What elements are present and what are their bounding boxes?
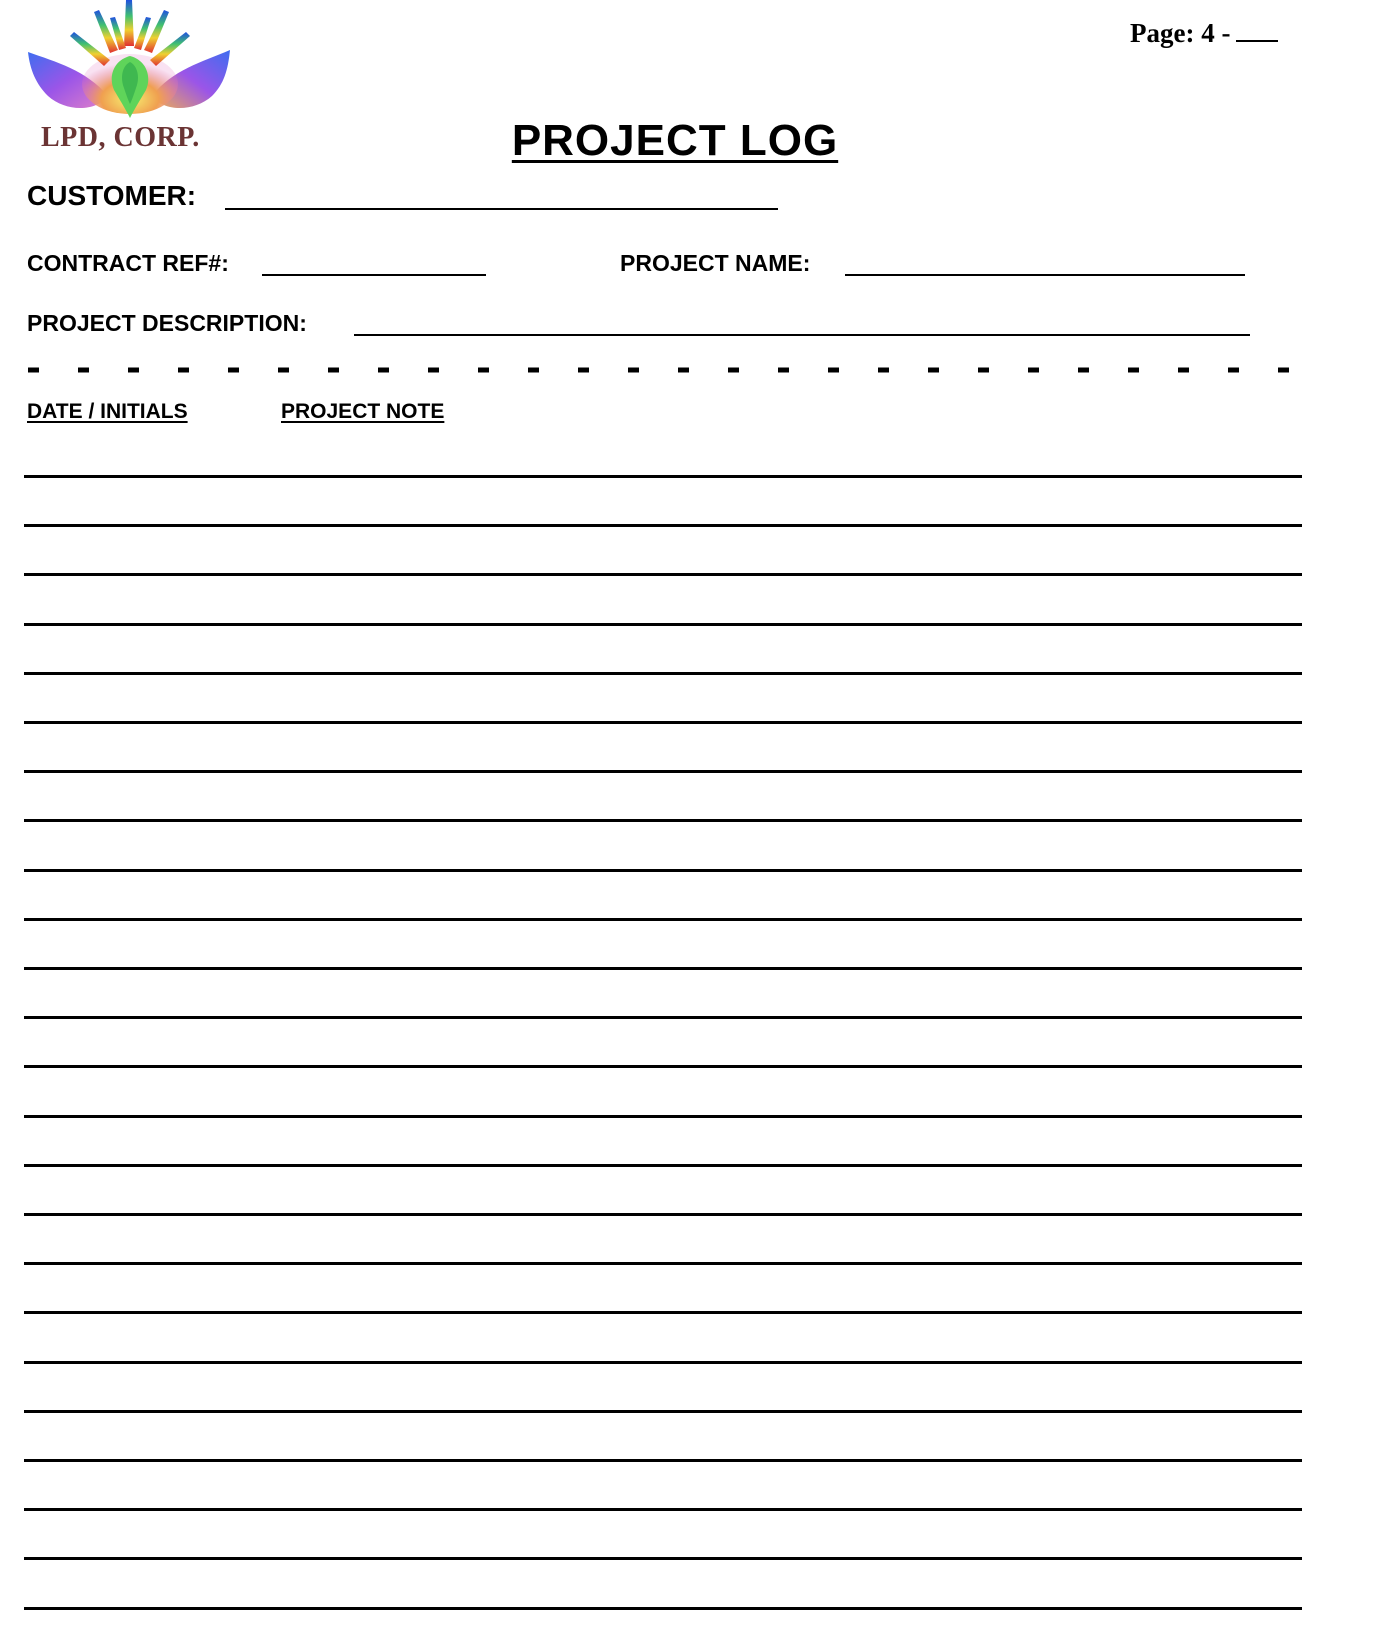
log-entry-line[interactable] [24,1065,1302,1068]
column-header-project-note: PROJECT NOTE [281,400,445,423]
dashed-separator [28,367,1298,373]
page-number [1130,18,1278,49]
log-entry-line[interactable] [24,721,1302,724]
contract-ref-label: CONTRACT REF#: [27,250,229,276]
log-entry-line[interactable] [24,819,1302,822]
log-entry-line[interactable] [24,1262,1302,1265]
log-entry-line[interactable] [24,1557,1302,1560]
log-entry-line[interactable] [24,1016,1302,1019]
contract-ref-field [27,250,229,277]
lotus-logo-icon [26,0,240,125]
company-name: LPD, CORP. [41,122,200,153]
project-description-field [27,310,307,337]
log-entry-line[interactable] [24,1311,1302,1314]
log-entry-line[interactable] [24,1410,1302,1413]
log-lines [24,0,1302,1650]
page-count-blank[interactable] [1236,18,1278,42]
log-entry-line[interactable] [24,1164,1302,1167]
log-entry-line[interactable] [24,1508,1302,1511]
project-description-input-line[interactable] [354,334,1250,336]
log-entry-line[interactable] [24,672,1302,675]
log-entry-line[interactable] [24,475,1302,478]
log-entry-line[interactable] [24,1459,1302,1462]
log-entry-line[interactable] [24,1213,1302,1216]
page-number-label: Page: 4 - [1130,18,1231,48]
contract-ref-input-line[interactable] [262,274,486,276]
customer-label: CUSTOMER: [27,180,197,211]
log-entry-line[interactable] [24,1115,1302,1118]
log-entry-line[interactable] [24,524,1302,527]
log-entry-line[interactable] [24,623,1302,626]
column-header-date-initials: DATE / INITIALS [27,400,188,423]
log-entry-line[interactable] [24,573,1302,576]
log-entry-line[interactable] [24,918,1302,921]
log-entry-line[interactable] [24,1361,1302,1364]
log-entry-line[interactable] [24,1607,1302,1610]
project-description-label: PROJECT DESCRIPTION: [27,310,307,336]
customer-input-line[interactable] [225,208,778,210]
project-name-input-line[interactable] [845,274,1245,276]
customer-field [27,180,196,212]
project-name-field [620,250,810,277]
log-entry-line[interactable] [24,770,1302,773]
log-entry-line[interactable] [24,967,1302,970]
page-title [0,116,1394,166]
project-name-label: PROJECT NAME: [620,250,811,276]
page-title-text: PROJECT LOG [511,116,839,165]
log-entry-line[interactable] [24,869,1302,872]
